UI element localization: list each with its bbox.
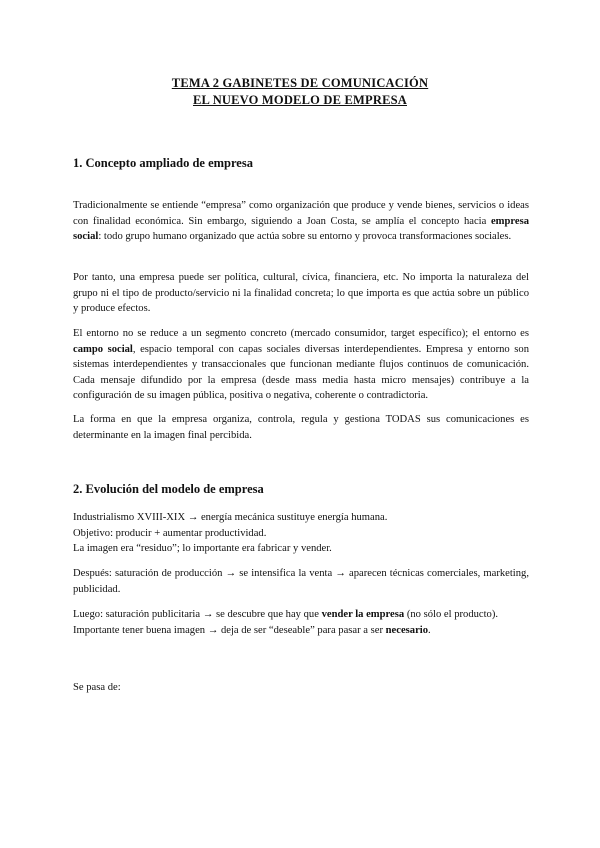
section-1-paragraph-2: Por tanto, una empresa puede ser política, cultural, cívica, financiera, etc. No importa la naturaleza del grupo ni el tipo de producto/servicio ni la finalidad concreta; lo que importa es que actúa sobre un público y produce efectos. <box>73 272 529 314</box>
paragraph-text: : todo grupo humano organizado que actúa sobre su entorno y provoca transformaciones sociales. <box>98 231 512 242</box>
section-1-paragraph-1 <box>73 198 529 245</box>
closing-line: Se pasa de: <box>73 682 121 693</box>
section-1-paragraph-3 <box>73 326 529 404</box>
block-line: Industrialismo XVIII-XIX → energía mecánica sustituye energía humana. <box>73 512 388 523</box>
bold-term-empresa-social: empresa social <box>73 215 529 242</box>
section-2-block-1 <box>73 510 529 557</box>
section-1-heading: 1. Concepto ampliado de empresa <box>73 156 253 170</box>
line-text: Importante tener buena imagen → deja de ser “deseable” para pasar a ser <box>73 624 386 636</box>
paragraph-text: El entorno no se reduce a un segmento concreto (mercado consumidor, target específico); el entorno es <box>73 328 529 339</box>
section-1-paragraph-4: La forma en que la empresa organiza, controla, regula y gestiona TODAS sus comunicaciones es determinante en la imagen final percibida. <box>73 414 529 441</box>
section-2-block-3 <box>73 607 529 638</box>
paragraph-text: , espacio temporal con capas sociales diversas interdependientes. Empresa y entorno son sistemas interdependientes y transaccionales que funcionan mediante flujos continuos de comunicación. Cada mensaje difundido por la empresa (desde mass media hasta micro mensajes) contribuye a la configuración de su imagen pública, positiva o negativa, coherente o contradictoria. <box>73 343 530 401</box>
block-line: Objetivo: producir + aumentar productividad. <box>73 527 267 539</box>
block-line <box>73 607 529 623</box>
section-2-block-2: Después: saturación de producción → se intensifica la venta → aparecen técnicas comerciales, marketing, publicidad. <box>73 568 529 595</box>
document-title-line-1: TEMA 2 GABINETES DE COMUNICACIÓN <box>171 76 429 90</box>
line-text: . <box>428 624 431 636</box>
section-2-heading: 2. Evolución del modelo de empresa <box>73 482 264 496</box>
bold-term-campo-social: campo social <box>73 343 133 355</box>
bold-term-necesario: necesario <box>385 624 429 636</box>
block-line: La imagen era “residuo”; lo importante era fabricar y vender. <box>73 543 332 554</box>
block-line <box>73 623 529 639</box>
bold-term-vender-la-empresa: vender la empresa <box>321 609 405 620</box>
line-text: Luego: saturación publicitaria → se descubre que hay que <box>73 609 322 620</box>
document-title-line-2: EL NUEVO MODELO DE EMPRESA <box>192 93 407 107</box>
paragraph-text: Tradicionalmente se entiende “empresa” como organización que produce y vende bienes, servicios o ideas con finalidad económica. Sin embargo, siguiendo a Joan Costa, se amplía el concepto hacia <box>73 200 529 227</box>
line-text: (no sólo el producto). <box>404 609 499 620</box>
